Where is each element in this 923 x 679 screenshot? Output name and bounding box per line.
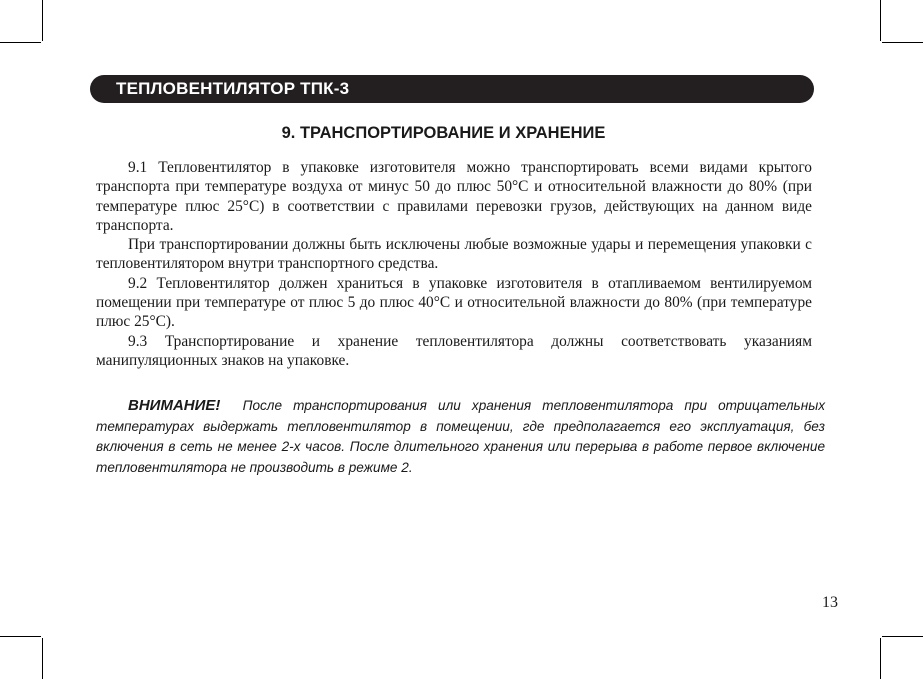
warning-text: После транспортирования или хранения тепловентилятора при отрицательных температурах выдержать тепловентилятор в помещении, где предполагается его эксплуатация, без включения в сеть не менее 2-х часов. После длительного хранения или перерыва в работе первое включение тепловентилятора не производить в режиме 2. [96, 398, 825, 475]
header-bar [90, 75, 814, 103]
paragraph-9-2: 9.2 Тепловентилятор должен храниться в упаковке изготовителя в отапливаемом вентилируемом помещении при температуре от плюс 5 до плюс 40°С и относительной влажности до 80% (при температуре плюс 25°С). [96, 274, 812, 331]
page-number: 13 [822, 594, 838, 611]
crop-mark [42, 638, 43, 679]
section-title: 9. ТРАНСПОРТИРОВАНИЕ И ХРАНЕНИЕ [281, 124, 606, 142]
crop-mark [882, 636, 923, 637]
crop-mark [882, 42, 923, 43]
header-title: ТЕПЛОВЕНТИЛЯТОР ТПК-3 [116, 79, 350, 98]
crop-mark [42, 0, 43, 41]
paragraph-transport-note: При транспортировании должны быть исключены любые возможные удары и перемещения упаковки с тепловентилятором внутри транспортного средства. [96, 236, 812, 273]
crop-mark [0, 42, 41, 43]
paragraph-9-3: 9.3 Транспортирование и хранение тепловентилятора должны соответствовать указаниям манипуляционных знаков на упаковке. [96, 332, 812, 369]
warning-label: ВНИМАНИЕ! [128, 397, 221, 414]
body-text [96, 158, 812, 370]
crop-mark [880, 638, 881, 679]
paragraph-9-1: 9.1 Тепловентилятор в упаковке изготовителя можно транспортировать всеми видами крытого транспорта при температуре воздуха от минус 50 до плюс 50°С и относительной влажности до 80% (при температуре плюс 25°С) в соответствии с правилами перевозки грузов, действующих на данном виде транспорта. [96, 159, 812, 234]
crop-mark [0, 636, 41, 637]
crop-mark [880, 0, 881, 41]
warning-block [96, 396, 825, 478]
